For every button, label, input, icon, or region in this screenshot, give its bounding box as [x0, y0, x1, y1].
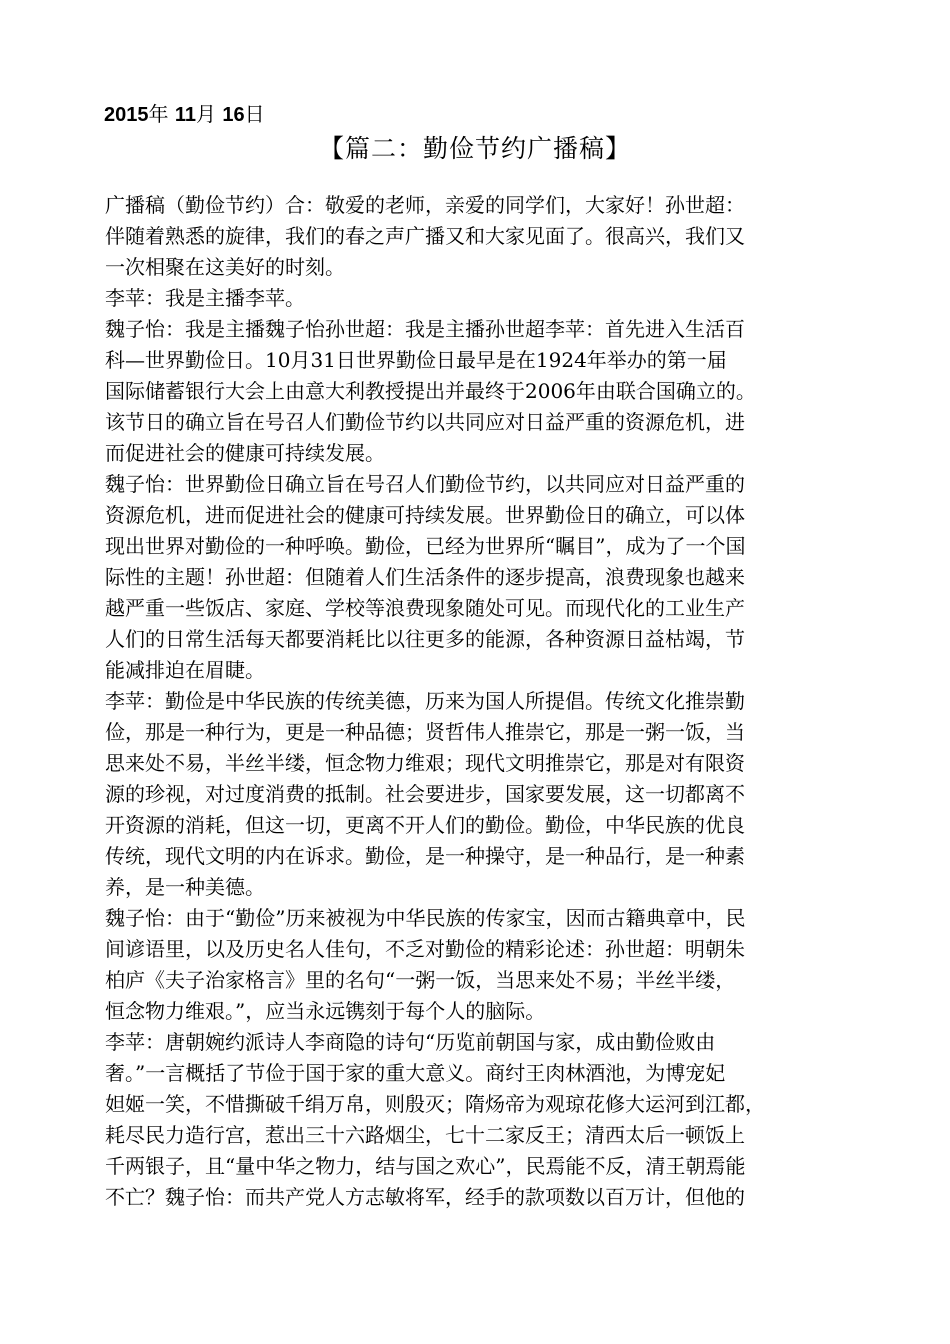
body-line: 该节日的确立旨在号召人们勤俭节约以共同应对日益严重的资源危机，进	[105, 410, 745, 434]
date-day: 16	[222, 104, 245, 126]
body-line: 开资源的消耗，但这一切，更离不开人们的勤俭。勤俭，中华民族的优良	[105, 813, 745, 837]
body-line: 现出世界对勤俭的一种呼唤。勤俭，已经为世界所“瞩目”，成为了一个国	[105, 534, 746, 558]
body-line: 传统，现代文明的内在诉求。勤俭，是一种操守，是一种品行，是一种素	[105, 844, 745, 868]
body-line: 国际储蓄银行大会上由意大利教授提出并最终于2006年由联合国确立的。	[105, 379, 756, 403]
body-line: 人们的日常生活每天都要消耗比以往更多的能源，各种资源日益枯竭，节	[105, 627, 745, 651]
date-day-unit: 日	[244, 102, 265, 126]
body-line: 俭，那是一种行为，更是一种品德；贤哲伟人推崇它，那是一粥一饭，当	[105, 720, 745, 744]
body-line: 而促进社会的健康可持续发展。	[105, 441, 385, 465]
date-year: 2015	[104, 104, 149, 126]
document-body	[105, 190, 865, 1213]
date-month-unit: 月	[196, 102, 217, 126]
body-line: 魏子怡：由于“勤俭”历来被视为中华民族的传家宝，因而古籍典章中，民	[105, 906, 746, 930]
body-line: 间谚语里，以及历史名人佳句，不乏对勤俭的精彩论述：孙世超：明朝朱	[105, 937, 745, 961]
body-line: 一次相聚在这美好的时刻。	[105, 255, 345, 279]
body-line: 李苹：勤俭是中华民族的传统美德，历来为国人所提倡。传统文化推崇勤	[105, 689, 745, 713]
body-line: 思来处不易，半丝半缕，恒念物力维艰；现代文明推崇它，那是对有限资	[105, 751, 745, 775]
body-line: 千两银子，且“量中华之物力，结与国之欢心”，民焉能不反，清王朝焉能	[105, 1154, 746, 1178]
body-line: 李苹：我是主播李苹。	[105, 286, 305, 310]
body-line: 妲姬一笑，不惜撕破千绢万帛，则殷灭；隋炀帝为观琼花修大运河到江都，	[105, 1092, 765, 1116]
body-line: 不亡？魏子怡：而共产党人方志敏将军，经手的款项数以百万计，但他的	[105, 1185, 745, 1209]
body-line: 柏庐《夫子治家格言》里的名句“一粥一饭，当思来处不易；半丝半缕，	[105, 968, 736, 992]
body-line: 奢。”一言概括了节俭于国于家的重大意义。商纣王肉林酒池，为博宠妃	[105, 1061, 726, 1085]
body-line: 伴随着熟悉的旋律，我们的春之声广播又和大家见面了。很高兴，我们又	[105, 224, 745, 248]
body-line: 际性的主题！孙世超：但随着人们生活条件的逐步提高，浪费现象也越来	[105, 565, 745, 589]
document-title: 【篇二：勤俭节约广播稿】	[318, 134, 631, 163]
body-line: 养，是一种美德。	[105, 875, 265, 899]
body-line: 恒念物力维艰。”，应当永远镌刻于每个人的脑际。	[105, 999, 546, 1023]
body-line: 资源危机，进而促进社会的健康可持续发展。世界勤俭日的确立，可以体	[105, 503, 745, 527]
body-line: 耗尽民力造行宫，惹出三十六路烟尘，七十二家反王；清西太后一顿饭上	[105, 1123, 745, 1147]
body-line: 李苹：唐朝婉约派诗人李商隐的诗句“历览前朝国与家，成由勤俭败由	[105, 1030, 716, 1054]
document-date	[104, 102, 265, 127]
body-line: 科—世界勤俭日。10月31日世界勤俭日最早是在1924年举办的第一届	[105, 348, 727, 372]
body-line: 越严重一些饭店、家庭、学校等浪费现象随处可见。而现代化的工业生产	[105, 596, 745, 620]
body-line: 能减排迫在眉睫。	[105, 658, 265, 682]
date-month: 11	[174, 104, 197, 126]
body-line: 源的珍视，对过度消费的抵制。社会要进步，国家要发展，这一切都离不	[105, 782, 745, 806]
body-line: 广播稿（勤俭节约）合：敬爱的老师，亲爱的同学们，大家好！孙世超：	[105, 193, 745, 217]
body-line: 魏子怡：世界勤俭日确立旨在号召人们勤俭节约，以共同应对日益严重的	[105, 472, 745, 496]
body-line: 魏子怡：我是主播魏子怡孙世超：我是主播孙世超李苹：首先进入生活百	[105, 317, 745, 341]
date-year-unit: 年	[148, 102, 169, 126]
